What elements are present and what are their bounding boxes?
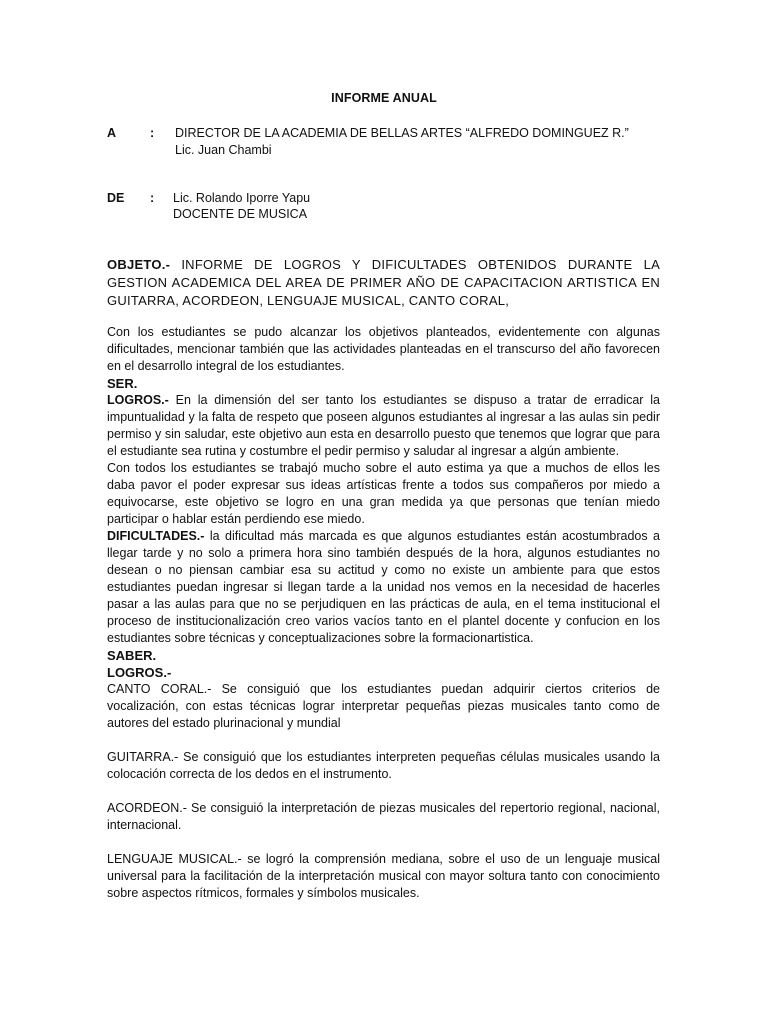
guitarra-paragraph: GUITARRA.- Se consiguió que los estudiantes interpreten pequeñas células musicales usando la colocación correcta de los dedos en el instrumento.: [107, 750, 660, 781]
sender-key: DE: [107, 191, 125, 205]
intro-paragraph: Con los estudiantes se pudo alcanzar los objetivos planteados, evidentemente con algunas dificultades, mencionar también que las actividades planteadas en el transcurso del año favorecen en el desarrollo integral de los estudiantes.: [107, 325, 660, 373]
saber-logros-heading: LOGROS.-: [107, 665, 172, 680]
dificultades-paragraph: [107, 528, 660, 647]
ser-logros-label: LOGROS.-: [107, 393, 169, 407]
paragraph-gap: [107, 732, 660, 749]
report-body: [107, 324, 660, 902]
sender-colon: :: [150, 191, 155, 205]
objective-label: OBJETO.-: [107, 257, 171, 272]
recipient-person: Lic. Juan Chambi: [175, 143, 272, 157]
objective-text: INFORME DE LOGROS Y DIFICULTADES OBTENIDOS DURANTE LA GESTION ACADEMICA DEL AREA DE PRIMER AÑO DE CAPACITACION ARTISTICA EN GUITARRA, ACORDEON, LENGUAJE MUSICAL, CANTO CORAL,: [107, 257, 660, 308]
document-title: INFORME ANUAL: [331, 91, 437, 105]
acordeon-paragraph: ACORDEON.- Se consiguió la interpretación de piezas musicales del repertorio regional, nacional, internacional.: [107, 801, 660, 832]
lenguaje-musical-paragraph: LENGUAJE MUSICAL.- se logró la comprensión mediana, sobre el uso de un lenguaje musical universal para la facilitación de la interpretación musical con mayor soltura tanto con conocimiento sobre aspectos rítmicos, formales y símbolos musicales.: [107, 852, 660, 900]
recipient-colon: :: [150, 126, 155, 140]
recipient-key: A: [107, 126, 117, 140]
dificultades-text: la dificultad más marcada es que algunos estudiantes están acostumbrados a llegar tarde y no solo a primera hora sino también después de la hora, algunos estudiantes no desean o no piensan cambiar esa su actitud y como no existe un ambiente para que estos estudiantes puedan ingresar si llegan tarde a la unidad nos vemos en la necesidad de hacerles pasar a las aulas para que no se perjudiquen en las prácticas de aula, en el tema institucional el proceso de institucionalización creo varios vacíos tanto en el plantel docente y confucion en los estudiantes sobre técnicas y conceptualizaciones sobre la formacionartistica.: [107, 529, 660, 645]
paragraph-gap: [107, 783, 660, 800]
dificultades-label: DIFICULTADES.-: [107, 529, 205, 543]
saber-heading: SABER.: [107, 648, 157, 663]
ser-logros-paragraph: [107, 392, 660, 460]
canto-coral-paragraph: CANTO CORAL.- Se consiguió que los estudiantes puedan adquirir ciertos criterios de vocalización, con estas técnicas lograr interpretar pequeñas piezas musicales tanto como de autores del estado plurinacional y mundial: [107, 682, 660, 730]
objective-section: [107, 256, 660, 310]
sender-role: DOCENTE DE MUSICA: [173, 207, 308, 221]
ser-logros-text: En la dimensión del ser tanto los estudiantes se dispuso a tratar de erradicar la impuntualidad y la falta de respeto que poseen algunos estudiantes al ingresar a las aulas sin pedir permiso y sin saludar, este objetivo aun esta en desarrollo puesto que tenemos que lograr que para el estudiante sea rutina y costumbre el pedir permiso y saludar al ingresar a algún ambiente.: [107, 393, 660, 458]
paragraph-gap: [107, 834, 660, 851]
sender-name: Lic. Rolando Iporre Yapu: [173, 191, 311, 205]
autoestima-paragraph: Con todos los estudiantes se trabajó mucho sobre el auto estima ya que a muchos de ellos les daba pavor el poder expresar sus ideas artísticas frente a todos sus compañeros por miedo a equivocarse, este objetivo se logro en una gran medida ya que personas que tenían miedo participar o hablar están perdiendo ese miedo.: [107, 461, 660, 526]
ser-heading: SER.: [107, 376, 138, 391]
recipient-name: DIRECTOR DE LA ACADEMIA DE BELLAS ARTES “ALFREDO DOMINGUEZ R.”: [175, 126, 629, 140]
objective-paragraph: [107, 256, 660, 310]
